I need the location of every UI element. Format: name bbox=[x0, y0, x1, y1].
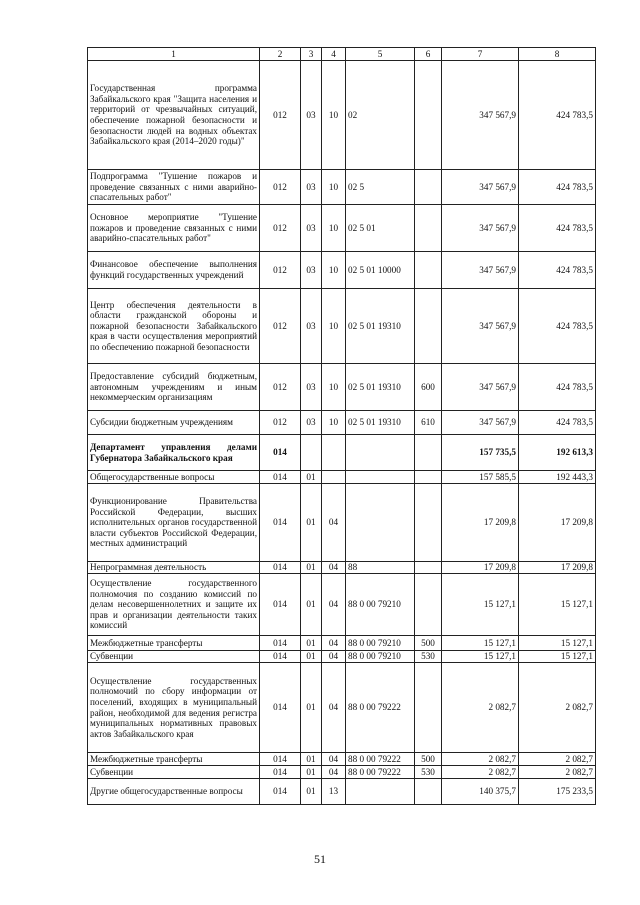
row-name-cell: Субвенции bbox=[88, 651, 260, 663]
row-name-cell: Общегосударственные вопросы bbox=[88, 471, 260, 484]
target-article-cell bbox=[346, 471, 415, 484]
expense-type-cell: 530 bbox=[415, 766, 442, 779]
section-code-cell bbox=[301, 435, 322, 471]
subsection-code-cell: 04 bbox=[322, 766, 346, 779]
amount-year1-cell: 15 127,1 bbox=[442, 651, 519, 663]
row-name-cell: Осуществление государственного полномочия по созданию комиссий по делам несовершеннолетних и защите их прав и организации деятельности таких комиссий bbox=[88, 574, 260, 636]
target-article-cell: 88 0 00 79210 bbox=[346, 636, 415, 651]
target-article-cell: 02 5 01 10000 bbox=[346, 252, 415, 289]
expense-type-cell bbox=[415, 471, 442, 484]
target-article-cell: 02 5 01 19310 bbox=[346, 289, 415, 364]
section-code-cell: 01 bbox=[301, 779, 322, 805]
column-header: 6 bbox=[415, 48, 442, 61]
ministry-code-cell: 012 bbox=[260, 411, 301, 435]
table-row bbox=[88, 484, 596, 562]
amount-year2-cell: 2 082,7 bbox=[519, 753, 596, 766]
subsection-code-cell: 10 bbox=[322, 252, 346, 289]
table-row bbox=[88, 411, 596, 435]
table-row bbox=[88, 289, 596, 364]
amount-year2-cell: 424 783,5 bbox=[519, 252, 596, 289]
ministry-code-cell: 014 bbox=[260, 779, 301, 805]
row-name-cell: Непрограммная деятельность bbox=[88, 562, 260, 574]
ministry-code-cell: 014 bbox=[260, 435, 301, 471]
amount-year1-cell: 347 567,9 bbox=[442, 252, 519, 289]
amount-year1-cell: 2 082,7 bbox=[442, 766, 519, 779]
ministry-code-cell: 012 bbox=[260, 252, 301, 289]
row-name-cell: Основное мероприятие "Тушение пожаров и проведение связанных с ними аварийно-спасательных работ" bbox=[88, 205, 260, 252]
target-article-cell: 02 5 01 bbox=[346, 205, 415, 252]
column-header: 5 bbox=[346, 48, 415, 61]
target-article-cell bbox=[346, 779, 415, 805]
amount-year2-cell: 192 443,3 bbox=[519, 471, 596, 484]
amount-year1-cell: 347 567,9 bbox=[442, 411, 519, 435]
target-article-cell: 02 5 bbox=[346, 170, 415, 205]
ministry-code-cell: 012 bbox=[260, 205, 301, 252]
subsection-code-cell: 13 bbox=[322, 779, 346, 805]
target-article-cell: 88 0 00 79222 bbox=[346, 753, 415, 766]
subsection-code-cell: 10 bbox=[322, 205, 346, 252]
amount-year1-cell: 17 209,8 bbox=[442, 484, 519, 562]
amount-year2-cell: 2 082,7 bbox=[519, 663, 596, 753]
target-article-cell: 02 bbox=[346, 61, 415, 170]
expense-type-cell: 600 bbox=[415, 364, 442, 411]
budget-table-container bbox=[87, 47, 595, 805]
table-row bbox=[88, 779, 596, 805]
amount-year1-cell: 17 209,8 bbox=[442, 562, 519, 574]
section-code-cell: 01 bbox=[301, 484, 322, 562]
column-header: 2 bbox=[260, 48, 301, 61]
ministry-code-cell: 012 bbox=[260, 61, 301, 170]
expense-type-cell bbox=[415, 562, 442, 574]
amount-year2-cell: 424 783,5 bbox=[519, 170, 596, 205]
row-name-cell: Функционирование Правительства Российской Федерации, высших исполнительных органов государственной власти субъектов Российской Федерации, местных администраций bbox=[88, 484, 260, 562]
amount-year1-cell: 347 567,9 bbox=[442, 170, 519, 205]
amount-year2-cell: 424 783,5 bbox=[519, 289, 596, 364]
expense-type-cell bbox=[415, 435, 442, 471]
target-article-cell: 88 0 00 79222 bbox=[346, 766, 415, 779]
section-code-cell: 03 bbox=[301, 205, 322, 252]
target-article-cell: 88 bbox=[346, 562, 415, 574]
target-article-cell bbox=[346, 435, 415, 471]
section-code-cell: 03 bbox=[301, 252, 322, 289]
table-row bbox=[88, 170, 596, 205]
ministry-code-cell: 014 bbox=[260, 651, 301, 663]
column-header: 4 bbox=[322, 48, 346, 61]
table-row bbox=[88, 651, 596, 663]
subsection-code-cell: 04 bbox=[322, 651, 346, 663]
amount-year2-cell: 424 783,5 bbox=[519, 61, 596, 170]
amount-year2-cell: 17 209,8 bbox=[519, 484, 596, 562]
table-row bbox=[88, 663, 596, 753]
amount-year2-cell: 424 783,5 bbox=[519, 411, 596, 435]
amount-year1-cell: 15 127,1 bbox=[442, 574, 519, 636]
expense-type-cell bbox=[415, 289, 442, 364]
expense-type-cell bbox=[415, 61, 442, 170]
table-row bbox=[88, 435, 596, 471]
amount-year1-cell: 157 735,5 bbox=[442, 435, 519, 471]
amount-year1-cell: 347 567,9 bbox=[442, 61, 519, 170]
ministry-code-cell: 014 bbox=[260, 484, 301, 562]
expense-type-cell: 500 bbox=[415, 753, 442, 766]
subsection-code-cell: 04 bbox=[322, 753, 346, 766]
row-name-cell: Межбюджетные трансферты bbox=[88, 753, 260, 766]
ministry-code-cell: 014 bbox=[260, 636, 301, 651]
ministry-code-cell: 012 bbox=[260, 364, 301, 411]
section-code-cell: 01 bbox=[301, 636, 322, 651]
amount-year2-cell: 424 783,5 bbox=[519, 364, 596, 411]
row-name-cell: Центр обеспечения деятельности в области гражданской обороны и пожарной безопасности Забайкальского края в части осуществления мероприятий по обеспечению пожарной безопасности bbox=[88, 289, 260, 364]
subsection-code-cell: 10 bbox=[322, 61, 346, 170]
subsection-code-cell: 04 bbox=[322, 663, 346, 753]
column-header: 3 bbox=[301, 48, 322, 61]
subsection-code-cell: 10 bbox=[322, 411, 346, 435]
section-code-cell: 01 bbox=[301, 574, 322, 636]
amount-year1-cell: 2 082,7 bbox=[442, 753, 519, 766]
expense-type-cell bbox=[415, 663, 442, 753]
subsection-code-cell: 10 bbox=[322, 289, 346, 364]
ministry-code-cell: 014 bbox=[260, 574, 301, 636]
table-row bbox=[88, 61, 596, 170]
row-name-cell: Субсидии бюджетным учреждениям bbox=[88, 411, 260, 435]
table-row bbox=[88, 574, 596, 636]
ministry-code-cell: 014 bbox=[260, 753, 301, 766]
expense-type-cell bbox=[415, 205, 442, 252]
table-row bbox=[88, 753, 596, 766]
amount-year1-cell: 2 082,7 bbox=[442, 663, 519, 753]
subsection-code-cell: 10 bbox=[322, 170, 346, 205]
expense-type-cell: 500 bbox=[415, 636, 442, 651]
ministry-code-cell: 012 bbox=[260, 170, 301, 205]
ministry-code-cell: 014 bbox=[260, 562, 301, 574]
amount-year1-cell: 347 567,9 bbox=[442, 289, 519, 364]
table-header-row bbox=[88, 48, 596, 61]
table-row bbox=[88, 636, 596, 651]
amount-year2-cell: 15 127,1 bbox=[519, 651, 596, 663]
subsection-code-cell: 04 bbox=[322, 636, 346, 651]
budget-table bbox=[87, 47, 596, 805]
subsection-code-cell: 04 bbox=[322, 574, 346, 636]
table-row bbox=[88, 562, 596, 574]
amount-year1-cell: 140 375,7 bbox=[442, 779, 519, 805]
amount-year1-cell: 347 567,9 bbox=[442, 364, 519, 411]
subsection-code-cell: 10 bbox=[322, 364, 346, 411]
target-article-cell: 88 0 00 79222 bbox=[346, 663, 415, 753]
row-name-cell: Субвенции bbox=[88, 766, 260, 779]
subsection-code-cell bbox=[322, 435, 346, 471]
amount-year2-cell: 15 127,1 bbox=[519, 574, 596, 636]
page-number: 51 bbox=[314, 852, 326, 866]
amount-year2-cell: 424 783,5 bbox=[519, 205, 596, 252]
section-code-cell: 03 bbox=[301, 170, 322, 205]
ministry-code-cell: 014 bbox=[260, 471, 301, 484]
expense-type-cell: 530 bbox=[415, 651, 442, 663]
row-name-cell: Подпрограмма "Тушение пожаров и проведение связанных с ними аварийно-спасательных работ" bbox=[88, 170, 260, 205]
section-code-cell: 03 bbox=[301, 289, 322, 364]
subsection-code-cell bbox=[322, 471, 346, 484]
column-header: 8 bbox=[519, 48, 596, 61]
target-article-cell: 88 0 00 79210 bbox=[346, 651, 415, 663]
amount-year1-cell: 15 127,1 bbox=[442, 636, 519, 651]
expense-type-cell bbox=[415, 252, 442, 289]
ministry-code-cell: 014 bbox=[260, 766, 301, 779]
row-name-cell: Осуществление государственных полномочий по сбору информации от поселений, входящих в муниципальный район, необходимой для ведения регистра муниципальных нормативных правовых актов Забайкальского края bbox=[88, 663, 260, 753]
row-name-cell: Межбюджетные трансферты bbox=[88, 636, 260, 651]
amount-year2-cell: 192 613,3 bbox=[519, 435, 596, 471]
amount-year2-cell: 175 233,5 bbox=[519, 779, 596, 805]
row-name-cell: Предоставление субсидий бюджетным, автономным учреждениям и иным некоммерческим организациям bbox=[88, 364, 260, 411]
expense-type-cell bbox=[415, 574, 442, 636]
section-code-cell: 01 bbox=[301, 663, 322, 753]
section-code-cell: 03 bbox=[301, 411, 322, 435]
target-article-cell: 02 5 01 19310 bbox=[346, 364, 415, 411]
table-row bbox=[88, 205, 596, 252]
target-article-cell: 02 5 01 19310 bbox=[346, 411, 415, 435]
section-code-cell: 01 bbox=[301, 753, 322, 766]
subsection-code-cell: 04 bbox=[322, 562, 346, 574]
amount-year2-cell: 17 209,8 bbox=[519, 562, 596, 574]
section-code-cell: 01 bbox=[301, 562, 322, 574]
amount-year2-cell: 15 127,1 bbox=[519, 636, 596, 651]
table-row bbox=[88, 252, 596, 289]
expense-type-cell: 610 bbox=[415, 411, 442, 435]
amount-year1-cell: 157 585,5 bbox=[442, 471, 519, 484]
section-code-cell: 01 bbox=[301, 471, 322, 484]
table-row bbox=[88, 364, 596, 411]
section-code-cell: 03 bbox=[301, 61, 322, 170]
subsection-code-cell: 04 bbox=[322, 484, 346, 562]
table-row bbox=[88, 766, 596, 779]
section-code-cell: 01 bbox=[301, 651, 322, 663]
target-article-cell bbox=[346, 484, 415, 562]
expense-type-cell bbox=[415, 484, 442, 562]
amount-year2-cell: 2 082,7 bbox=[519, 766, 596, 779]
ministry-code-cell: 012 bbox=[260, 289, 301, 364]
row-name-cell: Другие общегосударственные вопросы bbox=[88, 779, 260, 805]
amount-year1-cell: 347 567,9 bbox=[442, 205, 519, 252]
expense-type-cell bbox=[415, 170, 442, 205]
ministry-code-cell: 014 bbox=[260, 663, 301, 753]
section-code-cell: 01 bbox=[301, 766, 322, 779]
row-name-cell: Государственная программа Забайкальского края "Защита населения и территорий от чрезвычайных ситуаций, обеспечение пожарной безопасности и безопасности людей на водных объектах Забайкальского края (2014–2020 годы)" bbox=[88, 61, 260, 170]
row-name-cell: Финансовое обеспечение выполнения функций государственных учреждений bbox=[88, 252, 260, 289]
row-name-cell: Департамент управления делами Губернатора Забайкальского края bbox=[88, 435, 260, 471]
section-code-cell: 03 bbox=[301, 364, 322, 411]
column-header: 1 bbox=[88, 48, 260, 61]
target-article-cell: 88 0 00 79210 bbox=[346, 574, 415, 636]
column-header: 7 bbox=[442, 48, 519, 61]
expense-type-cell bbox=[415, 779, 442, 805]
table-row bbox=[88, 471, 596, 484]
